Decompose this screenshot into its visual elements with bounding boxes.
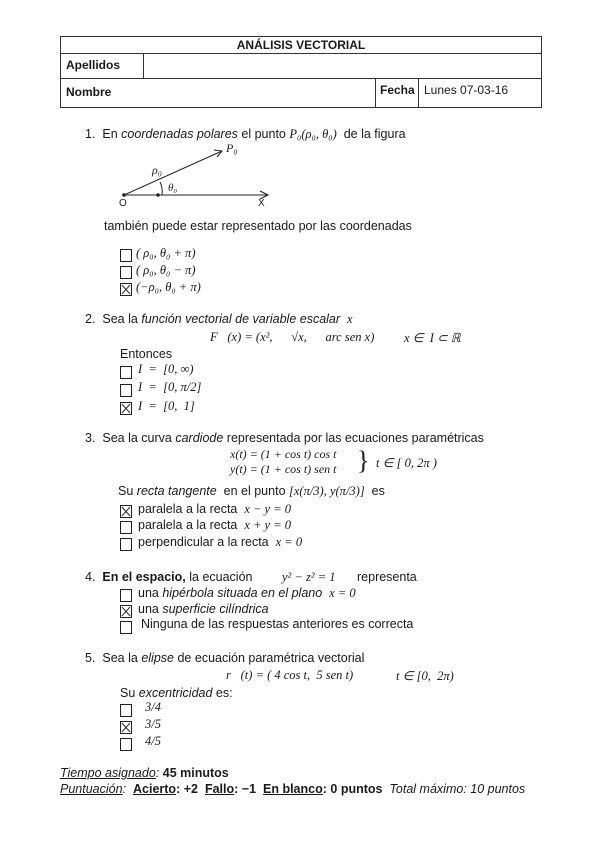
text: Su <box>120 686 136 700</box>
option-checkbox-checked[interactable] <box>120 721 132 734</box>
option-checkbox[interactable] <box>120 704 132 717</box>
text: representa <box>357 570 417 584</box>
q2-domain: x ∈ I ⊂ ℝ <box>404 331 461 345</box>
q1-option-3: (−ρ₀, θ₀ + π) <box>136 280 201 294</box>
header-table <box>60 36 542 108</box>
text: Fallo <box>204 782 235 796</box>
text: el punto <box>241 127 286 141</box>
polar-figure <box>110 140 280 208</box>
q5-option-3: 4/5 <box>145 734 161 748</box>
question-5-text <box>85 651 364 665</box>
question-number: 2. <box>85 312 96 326</box>
option-checkbox[interactable] <box>120 521 132 534</box>
q5-t-range: t ∈ [0, 2π) <box>396 669 454 683</box>
option-checkbox-checked[interactable] <box>120 605 132 618</box>
text: es <box>371 484 385 498</box>
q5-subtext <box>120 686 233 700</box>
text: la ecuación <box>189 570 253 584</box>
text: excentricidad <box>138 686 213 700</box>
option-checkbox[interactable] <box>120 384 132 397</box>
fecha-value: Lunes 07-03-16 <box>424 83 509 97</box>
q4-option-1 <box>138 586 356 601</box>
fecha-label: Fecha <box>380 83 415 97</box>
q5-option-2: 3/5 <box>145 717 161 731</box>
question-3-text <box>85 431 484 445</box>
text: Sea la curva <box>102 431 172 445</box>
text: de la figura <box>343 127 406 141</box>
option-checkbox[interactable] <box>120 366 132 379</box>
text: elipse <box>141 651 174 665</box>
option-checkbox[interactable] <box>120 538 132 551</box>
q2-formula: F⃗(x) = (x², √x, arc sen x) <box>210 330 375 344</box>
text: paralela a la recta <box>138 518 238 532</box>
text: cardiode <box>175 431 224 445</box>
q1-option-2: ( ρ₀, θ₀ − π) <box>136 263 196 277</box>
apellidos-label: Apellidos <box>66 58 121 72</box>
divider <box>375 78 376 107</box>
option-checkbox[interactable] <box>120 738 132 751</box>
text: x − y = 0 <box>244 502 292 516</box>
q3-eq-x: x(t) = (1 + cos t) cos t <box>230 447 337 461</box>
text: perpendicular a la recta <box>138 535 269 549</box>
q2-option-3: I = [0, 1] <box>138 399 195 413</box>
text: En <box>102 127 118 141</box>
q3-option-3 <box>138 535 302 550</box>
q3-eq-y: y(t) = (1 + cos t) sen t <box>230 462 337 476</box>
option-checkbox[interactable] <box>120 266 132 279</box>
text: En el espacio, <box>102 570 186 584</box>
q3-option-2 <box>138 518 291 533</box>
option-checkbox-checked[interactable] <box>120 283 132 296</box>
text: representada por las ecuaciones paramétricas <box>226 431 484 445</box>
page-title: ANÁLISIS VECTORIAL <box>236 38 366 52</box>
q2-option-1: I = [0, ∞) <box>138 362 194 376</box>
question-1-subtext: también puede estar representado por las coordenadas <box>104 219 412 233</box>
text: P₀(ρ₀, θ₀) <box>289 127 337 141</box>
text: es: <box>215 686 233 700</box>
question-number: 5. <box>85 651 96 665</box>
divider <box>61 53 541 54</box>
text: una <box>138 602 159 616</box>
text: una <box>138 586 159 600</box>
angle-arc <box>160 182 162 195</box>
text: −1 <box>241 782 257 796</box>
q5-formula: r⃗(t) = ( 4 cos t, 5 sen t) <box>226 668 354 682</box>
text: recta tangente <box>136 484 217 498</box>
q3-t-range: t ∈ [ 0, 2π ) <box>376 456 437 470</box>
rho-label: ρ₀ <box>152 163 162 177</box>
text: Tiempo asignado <box>60 766 156 780</box>
option-checkbox[interactable] <box>120 249 132 262</box>
question-2-text <box>85 312 353 327</box>
q2-option-2: I = [0, π/2] <box>138 380 202 394</box>
tiempo-line: Tiempo asignado: 45 minutos <box>60 766 229 780</box>
q4-option-3: Ninguna de las respuestas anteriores es correcta <box>141 617 414 631</box>
question-number: 4. <box>85 570 96 584</box>
text: superficie cilíndrica <box>162 602 269 616</box>
radius-arrow <box>214 150 222 157</box>
text: de ecuación paramétrica vectorial <box>177 651 365 665</box>
text: hipérbola situada en el plano <box>162 586 323 600</box>
text: coordenadas polares <box>121 127 238 141</box>
text: x + y = 0 <box>244 518 292 532</box>
text: x = 0 <box>275 535 303 549</box>
axis-point <box>156 193 160 197</box>
text: Puntuación <box>60 782 123 796</box>
origin-point <box>122 193 126 197</box>
text: paralela a la recta <box>138 502 238 516</box>
q3-option-1 <box>138 502 291 517</box>
text: En blanco <box>263 782 323 796</box>
axis-label: X <box>258 198 265 208</box>
text: x = 0 <box>329 586 356 600</box>
divider <box>61 78 541 79</box>
option-checkbox-checked[interactable] <box>120 505 132 518</box>
q4-option-2 <box>138 602 269 616</box>
option-checkbox[interactable] <box>120 621 132 634</box>
option-checkbox-checked[interactable] <box>120 402 132 415</box>
text: 45 minutos <box>162 766 229 780</box>
q3-subtext <box>118 484 385 499</box>
origin-label: O <box>119 198 127 208</box>
divider <box>143 53 144 78</box>
question-number: 1. <box>85 127 96 141</box>
brace: } <box>357 446 370 475</box>
theta-label: θ₀ <box>168 182 178 194</box>
text: Sea la <box>102 312 138 326</box>
divider <box>418 78 419 107</box>
text: función vectorial de variable escalar <box>141 312 341 326</box>
text: x <box>347 312 353 326</box>
text: 0 puntos <box>330 782 383 796</box>
q1-option-1: ( ρ₀, θ₀ + π) <box>136 246 196 260</box>
text: en el punto <box>223 484 286 498</box>
text: Su <box>118 484 134 498</box>
q5-option-1: 3/4 <box>145 700 161 714</box>
option-checkbox[interactable] <box>120 589 132 602</box>
text: [x(π/3), y(π/3)] <box>289 484 365 498</box>
nombre-label: Nombre <box>66 85 112 99</box>
entonces-label: Entonces <box>120 347 173 361</box>
text: +2 <box>183 782 198 796</box>
question-number: 3. <box>85 431 96 445</box>
point-label: P₀ <box>226 141 238 155</box>
text: Total máximo: 10 puntos <box>389 782 526 796</box>
text: Sea la <box>102 651 138 665</box>
puntuacion-line: Puntuación: Acierto: +2 Fallo: −1 En blanco: 0 puntos Total máximo: 10 puntos <box>60 782 526 796</box>
text: Acierto <box>133 782 177 796</box>
text: y² − z² = 1 <box>281 570 336 584</box>
question-4-text <box>85 570 417 585</box>
